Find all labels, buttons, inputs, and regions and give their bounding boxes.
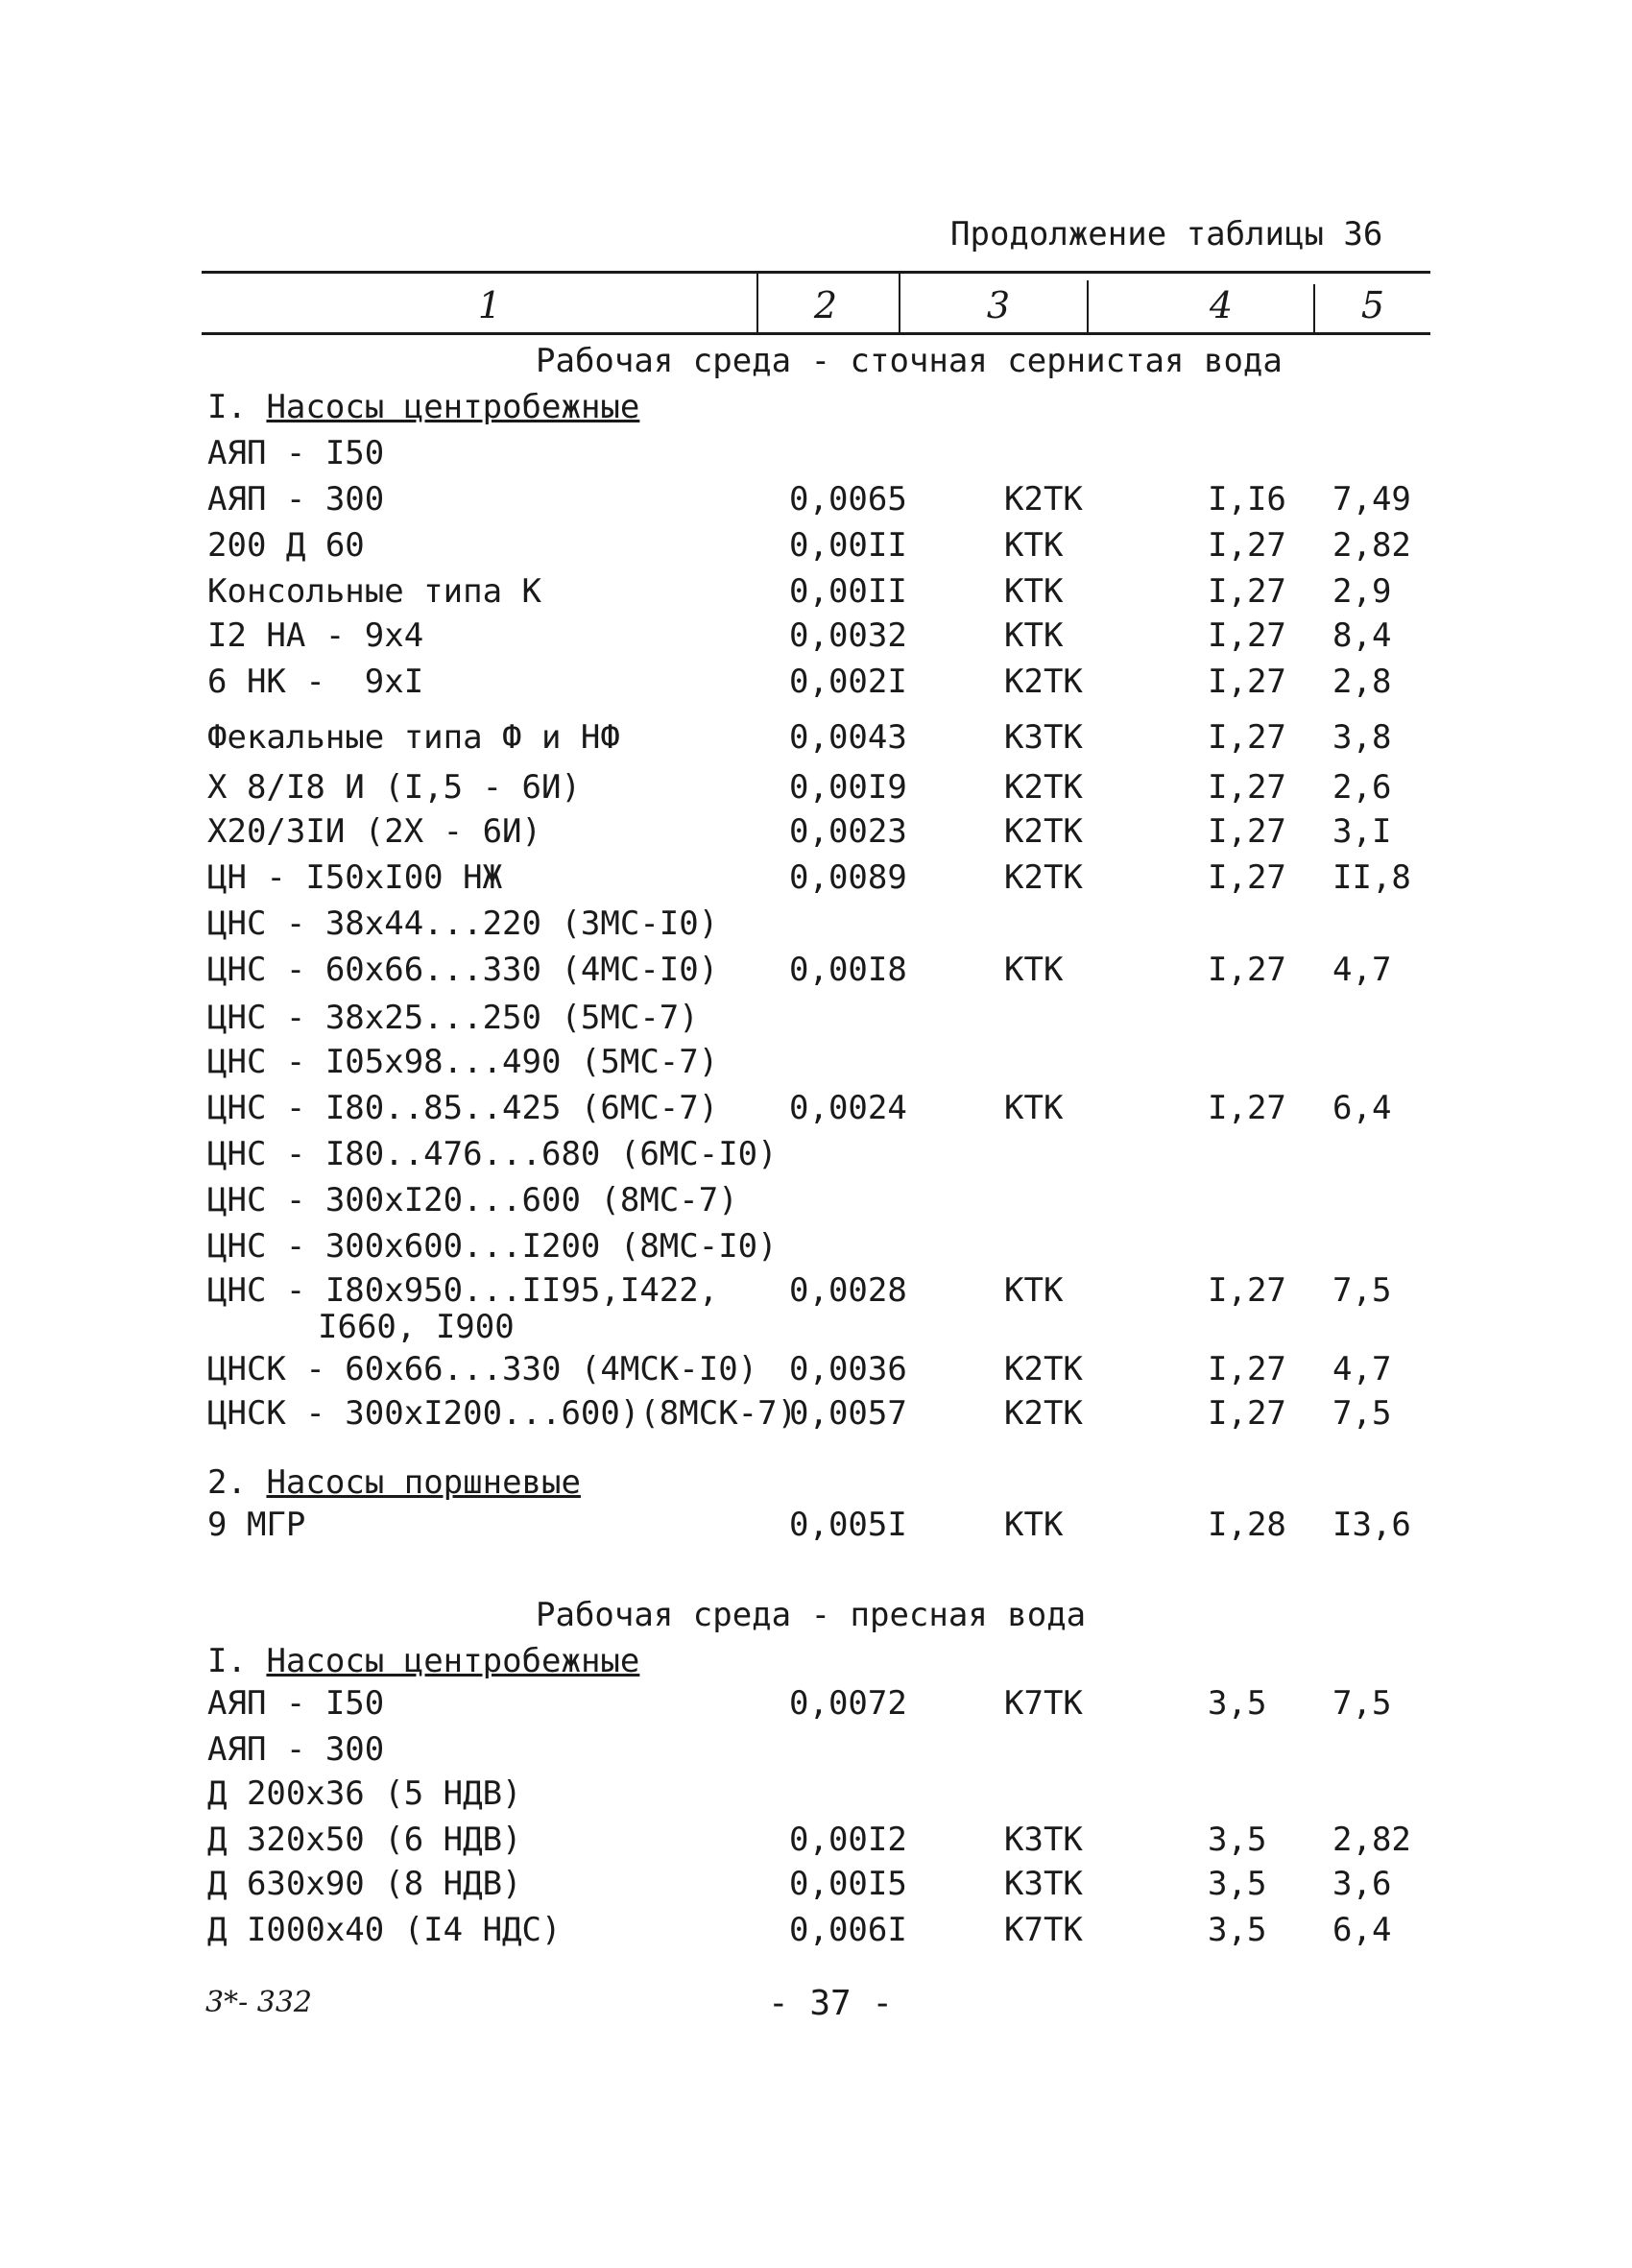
group-heading-text: Насосы центробежные bbox=[266, 388, 640, 426]
cell-col-2: 0,00II bbox=[789, 526, 907, 565]
pump-name: I2 НА - 9х4 bbox=[207, 616, 424, 655]
cell-col-4: I,27 bbox=[1208, 951, 1286, 989]
cell-col-3: КТК bbox=[1004, 1506, 1064, 1544]
cell-col-3: КТК bbox=[1004, 1089, 1064, 1127]
cell-col-4: I,27 bbox=[1208, 526, 1286, 565]
pump-name: Фекальные типа Ф и НФ bbox=[207, 718, 620, 757]
cell-col-5: 7,49 bbox=[1332, 480, 1411, 519]
group-heading bbox=[207, 1463, 581, 1502]
column-divider bbox=[756, 273, 758, 332]
cell-col-2: 0,0072 bbox=[789, 1684, 907, 1723]
pump-name-continuation: I660, I900 bbox=[318, 1308, 515, 1346]
cell-col-3: КТК bbox=[1004, 1271, 1064, 1310]
group-heading-text: Насосы поршневые bbox=[266, 1463, 581, 1502]
cell-col-5: 6,4 bbox=[1332, 1911, 1392, 1949]
table-row bbox=[0, 434, 1632, 478]
cell-col-3: К3ТК bbox=[1004, 1865, 1083, 1903]
table-row bbox=[0, 1271, 1632, 1346]
cell-col-2: 0,0043 bbox=[789, 718, 907, 757]
table-row bbox=[0, 1135, 1632, 1179]
cell-col-3: К3ТК bbox=[1004, 1821, 1083, 1859]
cell-col-2: 0,0023 bbox=[789, 812, 907, 851]
group-number: I. bbox=[207, 388, 247, 426]
cell-col-3: К7ТК bbox=[1004, 1684, 1083, 1723]
cell-col-4: 3,5 bbox=[1208, 1865, 1267, 1903]
cell-col-2: 0,0089 bbox=[789, 858, 907, 897]
pump-name: ЦНС - 38х44...220 (3МС-I0) bbox=[207, 905, 719, 943]
pump-name: Д I000х40 (I4 НДС) bbox=[207, 1911, 562, 1949]
cell-col-2: 0,00II bbox=[789, 572, 907, 611]
cell-col-4: I,27 bbox=[1208, 1350, 1286, 1388]
table-row bbox=[0, 480, 1632, 524]
pump-name: ЦН - I50хI00 НЖ bbox=[207, 858, 503, 897]
table-row bbox=[0, 1394, 1632, 1438]
pump-name: Х20/3IИ (2Х - 6И) bbox=[207, 812, 541, 851]
group-number: 2. bbox=[207, 1463, 247, 1502]
column-divider bbox=[899, 273, 900, 332]
cell-col-2: 0,0024 bbox=[789, 1089, 907, 1127]
section-title: Рабочая среда - сточная сернистая вода bbox=[536, 342, 1283, 380]
cell-col-5: 2,9 bbox=[1332, 572, 1392, 611]
table-row bbox=[0, 1865, 1632, 1909]
table-row bbox=[0, 1506, 1632, 1550]
column-header-2: 2 bbox=[813, 284, 838, 326]
cell-col-5: 8,4 bbox=[1332, 616, 1392, 655]
pump-name: ЦНС - I80..476...680 (6МС-I0) bbox=[207, 1135, 778, 1173]
cell-col-2: 0,00I8 bbox=[789, 951, 907, 989]
cell-col-2: 0,0065 bbox=[789, 480, 907, 519]
pump-name: АЯП - 300 bbox=[207, 1730, 385, 1769]
cell-col-2: 0,0028 bbox=[789, 1271, 907, 1310]
cell-col-4: I,27 bbox=[1208, 616, 1286, 655]
table-row bbox=[0, 1911, 1632, 1955]
pump-name: ЦНСК - 300хI200...600)(8МСК-7) bbox=[207, 1394, 798, 1433]
cell-col-4: I,27 bbox=[1208, 718, 1286, 757]
cell-col-2: 0,0032 bbox=[789, 616, 907, 655]
cell-col-2: 0,00I9 bbox=[789, 768, 907, 807]
cell-col-4: I,27 bbox=[1208, 858, 1286, 897]
column-header-1: 1 bbox=[477, 284, 502, 326]
section-title: Рабочая среда - пресная вода bbox=[536, 1596, 1087, 1634]
pump-name: АЯП - I50 bbox=[207, 1684, 385, 1723]
pump-name: 6 НК - 9хI bbox=[207, 663, 424, 701]
table-row bbox=[0, 858, 1632, 903]
table-row bbox=[0, 663, 1632, 707]
pump-name: ЦНС - I80х950...II95,I422, bbox=[207, 1271, 719, 1310]
table-row bbox=[0, 1821, 1632, 1865]
cell-col-3: К2ТК bbox=[1004, 812, 1083, 851]
table-row bbox=[0, 718, 1632, 762]
table-row bbox=[0, 1089, 1632, 1133]
table-row bbox=[0, 1730, 1632, 1774]
column-header-5: 5 bbox=[1360, 284, 1385, 326]
group-heading-text: Насосы центробежные bbox=[266, 1642, 640, 1680]
cell-col-4: I,27 bbox=[1208, 663, 1286, 701]
cell-col-5: I3,6 bbox=[1332, 1506, 1411, 1544]
table-row bbox=[0, 1043, 1632, 1087]
table-row bbox=[0, 905, 1632, 949]
cell-col-3: К2ТК bbox=[1004, 480, 1083, 519]
pump-name: ЦНС - 60х66...330 (4МС-I0) bbox=[207, 951, 719, 989]
table-row bbox=[0, 812, 1632, 857]
table-row bbox=[0, 1774, 1632, 1819]
cell-col-4: 3,5 bbox=[1208, 1684, 1267, 1723]
pump-name: ЦНС - 300хI20...600 (8МС-7) bbox=[207, 1181, 738, 1219]
table-row bbox=[0, 572, 1632, 616]
cell-col-3: К2ТК bbox=[1004, 858, 1083, 897]
cell-col-4: I,27 bbox=[1208, 1089, 1286, 1127]
pump-name: 9 МГР bbox=[207, 1506, 306, 1544]
cell-col-5: 2,6 bbox=[1332, 768, 1392, 807]
header-top-rule bbox=[202, 271, 1430, 274]
table-row bbox=[0, 999, 1632, 1043]
table-caption: Продолжение таблицы 36 bbox=[950, 215, 1383, 253]
cell-col-2: 0,002I bbox=[789, 663, 907, 701]
pump-name: Д 630х90 (8 НДВ) bbox=[207, 1865, 522, 1903]
pump-name: Консольные типа К bbox=[207, 572, 541, 611]
pump-name: ЦНС - I80..85..425 (6МС-7) bbox=[207, 1089, 719, 1127]
pump-name: 200 Д 60 bbox=[207, 526, 365, 565]
table-row bbox=[0, 1227, 1632, 1271]
pump-name: ЦНС - 300х600...I200 (8МС-I0) bbox=[207, 1227, 778, 1266]
pump-name: Х 8/I8 И (I,5 - 6И) bbox=[207, 768, 581, 807]
column-divider bbox=[1313, 284, 1315, 332]
cell-col-3: КТК bbox=[1004, 526, 1064, 565]
table-row bbox=[0, 1181, 1632, 1225]
cell-col-4: I,27 bbox=[1208, 812, 1286, 851]
cell-col-2: 0,0057 bbox=[789, 1394, 907, 1433]
cell-col-3: КТК bbox=[1004, 951, 1064, 989]
pump-name: Д 320х50 (6 НДВ) bbox=[207, 1821, 522, 1859]
column-header-3: 3 bbox=[986, 284, 1011, 326]
group-heading bbox=[207, 1642, 639, 1680]
cell-col-2: 0,00I5 bbox=[789, 1865, 907, 1903]
pump-name: ЦНСК - 60х66...330 (4МСК-I0) bbox=[207, 1350, 758, 1388]
pump-name: АЯП - I50 bbox=[207, 434, 385, 472]
table-row bbox=[0, 768, 1632, 812]
cell-col-5: 7,5 bbox=[1332, 1684, 1392, 1723]
cell-col-5: 3,6 bbox=[1332, 1865, 1392, 1903]
cell-col-4: 3,5 bbox=[1208, 1821, 1267, 1859]
cell-col-3: КТК bbox=[1004, 616, 1064, 655]
cell-col-4: I,27 bbox=[1208, 768, 1286, 807]
cell-col-2: 0,005I bbox=[789, 1506, 907, 1544]
pump-name: ЦНС - I05х98...490 (5МС-7) bbox=[207, 1043, 719, 1081]
cell-col-5: 7,5 bbox=[1332, 1394, 1392, 1433]
footer-mark: 3*- 332 bbox=[205, 1986, 313, 2019]
cell-col-5: 2,82 bbox=[1332, 1821, 1411, 1859]
page-number: - 37 - bbox=[768, 1984, 894, 2023]
cell-col-4: I,27 bbox=[1208, 1394, 1286, 1433]
pump-name: Д 200х36 (5 НДВ) bbox=[207, 1774, 522, 1813]
cell-col-5: 4,7 bbox=[1332, 951, 1392, 989]
cell-col-3: К2ТК bbox=[1004, 663, 1083, 701]
cell-col-5: 3,I bbox=[1332, 812, 1392, 851]
cell-col-5: 4,7 bbox=[1332, 1350, 1392, 1388]
cell-col-4: I,27 bbox=[1208, 1271, 1286, 1310]
header-bottom-rule bbox=[202, 332, 1430, 335]
cell-col-3: К3ТК bbox=[1004, 718, 1083, 757]
table-row bbox=[0, 1684, 1632, 1728]
cell-col-5: 2,82 bbox=[1332, 526, 1411, 565]
cell-col-4: I,28 bbox=[1208, 1506, 1286, 1544]
cell-col-3: К2ТК bbox=[1004, 768, 1083, 807]
cell-col-5: 6,4 bbox=[1332, 1089, 1392, 1127]
cell-col-3: КТК bbox=[1004, 572, 1064, 611]
table-row bbox=[0, 616, 1632, 661]
cell-col-4: I,I6 bbox=[1208, 480, 1286, 519]
cell-col-2: 0,0036 bbox=[789, 1350, 907, 1388]
cell-col-2: 0,00I2 bbox=[789, 1821, 907, 1859]
cell-col-5: II,8 bbox=[1332, 858, 1411, 897]
column-header-4: 4 bbox=[1209, 284, 1234, 326]
group-number: I. bbox=[207, 1642, 247, 1680]
table-row bbox=[0, 1350, 1632, 1394]
pump-name: ЦНС - 38х25...250 (5МС-7) bbox=[207, 999, 699, 1037]
group-heading bbox=[207, 388, 639, 426]
pump-name: АЯП - 300 bbox=[207, 480, 385, 519]
column-divider bbox=[1087, 280, 1089, 332]
cell-col-3: К7ТК bbox=[1004, 1911, 1083, 1949]
table-row bbox=[0, 526, 1632, 570]
table-row bbox=[0, 951, 1632, 995]
cell-col-5: 3,8 bbox=[1332, 718, 1392, 757]
cell-col-3: К2ТК bbox=[1004, 1394, 1083, 1433]
cell-col-3: К2ТК bbox=[1004, 1350, 1083, 1388]
cell-col-5: 2,8 bbox=[1332, 663, 1392, 701]
cell-col-4: I,27 bbox=[1208, 572, 1286, 611]
cell-col-5: 7,5 bbox=[1332, 1271, 1392, 1310]
cell-col-4: 3,5 bbox=[1208, 1911, 1267, 1949]
cell-col-2: 0,006I bbox=[789, 1911, 907, 1949]
